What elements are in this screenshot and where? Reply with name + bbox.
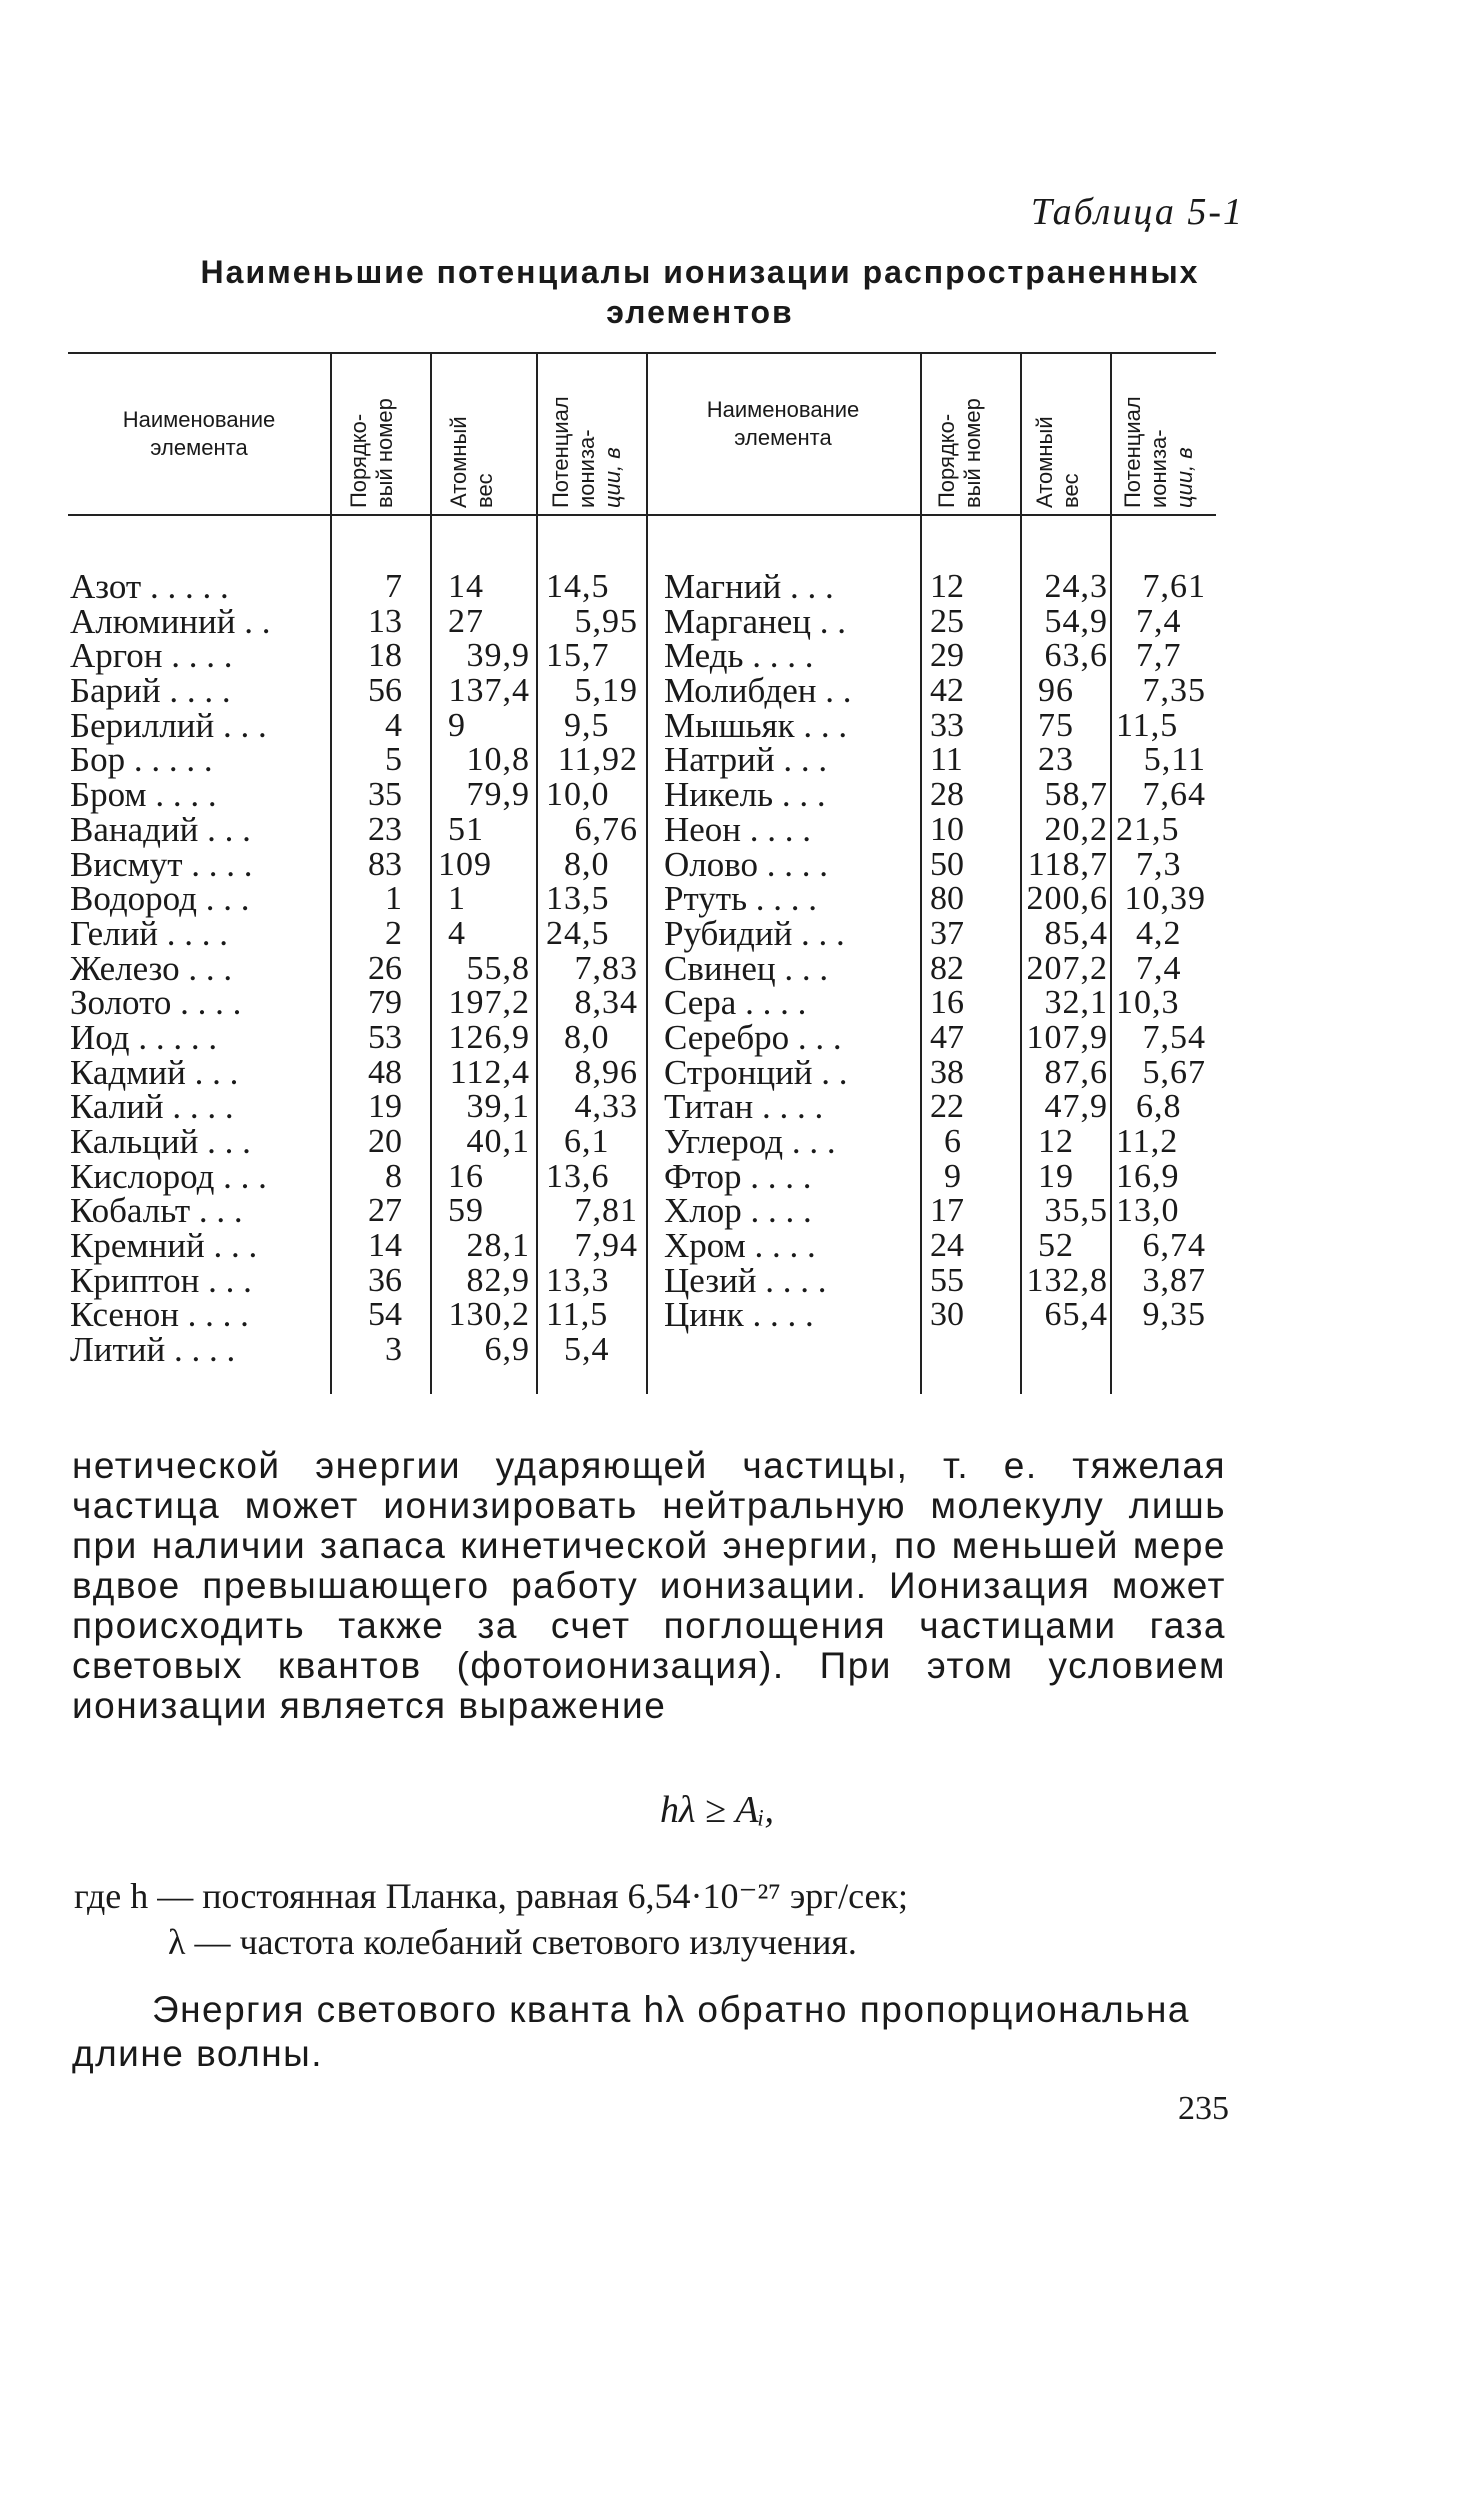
- ionization-potential: 6,74: [1142, 1227, 1206, 1265]
- col-divider: [430, 354, 432, 1394]
- atomic-number: 83: [368, 845, 402, 883]
- atomic-number: 13: [368, 602, 402, 640]
- ionization-potential: 7,3: [1136, 845, 1182, 883]
- ionization-potential: 6,76: [574, 810, 638, 848]
- body-paragraph: нетической энергии ударяющей частицы, т. е. тяжелая частица может ионизировать нейтральную молекулу лишь при наличии запаса кинетической энергии, по меньшей мере вдвое превышающего работу ионизации. Ионизация может происходить также за счет поглощения частицами газа световых квантов (фотоионизация). При этом условием ионизации является выражение: [72, 1445, 1226, 1726]
- ionization-potential: 6,1: [564, 1123, 610, 1160]
- ionization-potential: 9,35: [1142, 1296, 1206, 1334]
- atomic-weight: 32,1: [1044, 984, 1108, 1022]
- element-name: Сера . . . .: [664, 983, 807, 1023]
- atomic-number: 80: [930, 880, 964, 918]
- atomic-number: 48: [368, 1053, 402, 1091]
- atomic-number: 82: [930, 949, 964, 987]
- ionization-potential: 4,33: [574, 1088, 638, 1126]
- element-name: Свинец . . .: [664, 948, 829, 988]
- element-name: Никель . . .: [664, 775, 826, 815]
- col-divider: [920, 354, 922, 1394]
- ionization-potential: 7,35: [1142, 672, 1206, 710]
- atomic-weight: 16: [448, 1157, 484, 1195]
- element-name: Магний . . .: [664, 567, 834, 606]
- left-ionization-potentials: [540, 570, 638, 1368]
- ionization-potential: 3,87: [1142, 1261, 1206, 1299]
- atomic-number: 5: [385, 741, 402, 779]
- element-name: Бром . . . .: [70, 775, 217, 815]
- right-element-names: [664, 567, 914, 1335]
- ionization-potential: 16,9: [1116, 1157, 1180, 1195]
- right-atomic-numbers: [930, 570, 986, 1333]
- element-name: Золото . . . .: [70, 983, 242, 1023]
- ionization-potential: 8,0: [564, 1018, 610, 1056]
- atomic-number: 30: [930, 1296, 964, 1334]
- ionization-potential: 7,7: [1136, 637, 1182, 675]
- element-name: Ксенон . . . .: [70, 1295, 249, 1335]
- atomic-weight: 27: [448, 602, 484, 640]
- atomic-weight: 47,9: [1044, 1088, 1108, 1126]
- ionization-potential: 5,11: [1143, 741, 1206, 779]
- element-name: Водород . . .: [70, 879, 250, 919]
- element-name: Ртуть . . . .: [664, 879, 818, 919]
- element-name: Титан . . . .: [664, 1087, 824, 1127]
- ionization-potential: 5,95: [574, 602, 638, 640]
- atomic-weight: 58,7: [1044, 776, 1108, 814]
- atomic-number: 24: [930, 1227, 964, 1265]
- atomic-number: 42: [930, 672, 964, 710]
- ionization-potential: 7,4: [1136, 949, 1182, 987]
- ionization-potential: 6,8: [1136, 1088, 1182, 1126]
- atomic-weight: 87,6: [1044, 1053, 1108, 1091]
- atomic-weight: 24,3: [1044, 568, 1108, 605]
- atomic-weight: 40,1: [466, 1123, 530, 1160]
- atomic-weight: 79,9: [466, 776, 530, 814]
- table-title-line-1: Наименьшие потенциалы ионизации распространенных: [200, 254, 1200, 290]
- element-name: Молибден . .: [664, 671, 852, 711]
- ionization-potential: 24,5: [546, 914, 610, 952]
- ionization-potential: 8,96: [574, 1053, 638, 1091]
- element-name: Барий . . . .: [70, 671, 231, 711]
- element-name: Углерод . . .: [664, 1122, 836, 1161]
- atomic-weight: 20,2: [1044, 810, 1108, 848]
- header-atomic-weight-left: Атомный вес: [446, 416, 497, 508]
- left-atomic-numbers: [336, 570, 402, 1368]
- ionization-potential: 5,19: [574, 672, 638, 710]
- header-atomic-number-right: Порядко- вый номер: [934, 398, 985, 508]
- col-divider: [646, 354, 648, 1394]
- atomic-weight: 28,1: [466, 1227, 530, 1265]
- atomic-number: 12: [930, 568, 964, 605]
- element-name: Ванадий . . .: [70, 809, 251, 849]
- atomic-number: 56: [368, 672, 402, 710]
- ionization-potential: 7,4: [1136, 602, 1182, 640]
- element-name: Аргон . . . .: [70, 636, 233, 676]
- element-name: Алюминий . .: [70, 601, 271, 641]
- atomic-number: 29: [930, 637, 964, 675]
- atomic-weight: 200,6: [1026, 880, 1108, 918]
- header-atomic-weight-right: Атомный вес: [1032, 416, 1083, 508]
- atomic-number: 20: [368, 1123, 402, 1160]
- element-name: Фтор . . . .: [664, 1156, 812, 1196]
- element-name: Кобальт . . .: [70, 1191, 243, 1231]
- atomic-weight: 54,9: [1044, 602, 1108, 640]
- ionization-potential: 5,67: [1142, 1053, 1206, 1091]
- element-name: Кислород . . .: [70, 1156, 267, 1196]
- ionization-potential: 13,6: [546, 1157, 610, 1195]
- element-name: Кадмий . . .: [70, 1052, 239, 1092]
- atomic-weight: 75: [1038, 706, 1074, 744]
- ionization-potential: 7,81: [574, 1192, 638, 1230]
- atomic-number: 16: [930, 984, 964, 1022]
- atomic-weight: 130,2: [448, 1296, 530, 1334]
- atomic-number: 27: [368, 1192, 402, 1230]
- atomic-number: 18: [368, 637, 402, 675]
- element-name: Серебро . . .: [664, 1017, 842, 1057]
- element-name: Железо . . .: [70, 948, 233, 988]
- atomic-number: 37: [930, 914, 964, 952]
- ionization-potential: 7,61: [1142, 568, 1206, 605]
- atomic-number: 55: [930, 1261, 964, 1299]
- atomic-number: 54: [368, 1296, 402, 1334]
- ionization-potential: 4,2: [1136, 914, 1182, 952]
- atomic-number: 47: [930, 1018, 964, 1056]
- header-element-name-left: Наименование элемента: [122, 407, 276, 460]
- ionization-potential: 10,39: [1124, 880, 1206, 918]
- atomic-number: 79: [368, 984, 402, 1022]
- atomic-weight: 1: [448, 880, 466, 918]
- element-name: Бор . . . . .: [70, 740, 213, 780]
- col-divider: [330, 354, 332, 1394]
- atomic-weight: 14: [448, 568, 484, 605]
- atomic-number: 28: [930, 776, 964, 814]
- atomic-number: 35: [368, 776, 402, 814]
- ionization-potential: 15,7: [546, 637, 610, 675]
- atomic-weight: 10,8: [466, 741, 530, 779]
- ionization-potential: 11,92: [557, 741, 638, 779]
- ionization-potential: 7,94: [574, 1227, 638, 1265]
- header-ionization-potential-left: Потенциал ионизa- ции, в: [548, 396, 625, 508]
- element-name: Рубидий . . .: [664, 913, 845, 953]
- atomic-number: 10: [930, 810, 964, 848]
- atomic-weight: 63,6: [1044, 637, 1108, 675]
- ionization-potential: 11,2: [1116, 1123, 1179, 1160]
- ionization-potential: 8,34: [574, 984, 638, 1022]
- ionization-potential: 7,64: [1142, 776, 1206, 814]
- atomic-number: 14: [368, 1227, 402, 1265]
- element-name: Калий . . . .: [70, 1087, 234, 1127]
- element-name: Цинк . . . .: [664, 1295, 814, 1335]
- atomic-weight: 197,2: [448, 984, 530, 1022]
- ionization-potential: 10,0: [546, 776, 610, 814]
- atomic-number: 3: [385, 1331, 402, 1369]
- atomic-weight: 39,1: [466, 1088, 530, 1126]
- atomic-weight: 107,9: [1026, 1018, 1108, 1056]
- atomic-number: 4: [385, 706, 402, 744]
- atomic-weight: 19: [1038, 1157, 1074, 1195]
- atomic-number: 25: [930, 602, 964, 640]
- ionization-potential: 13,3: [546, 1261, 610, 1299]
- element-name: Неон . . . .: [664, 809, 812, 849]
- element-name: Гелий . . . .: [70, 913, 229, 953]
- col-divider: [1110, 354, 1112, 1394]
- atomic-weight: 12: [1038, 1123, 1074, 1160]
- element-name: Висмут . . . .: [70, 844, 253, 884]
- atomic-weight: 65,4: [1044, 1296, 1108, 1334]
- element-name: Литий . . . .: [70, 1330, 236, 1370]
- atomic-number: 11: [930, 741, 963, 779]
- atomic-number: 2: [385, 914, 402, 952]
- element-name: Кальций . . .: [70, 1122, 251, 1161]
- atomic-weight: 55,8: [466, 949, 530, 987]
- element-name: Олово . . . .: [664, 844, 829, 884]
- atomic-weight: 96: [1038, 672, 1074, 710]
- atomic-weight: 109: [438, 845, 492, 883]
- atomic-number: 7: [385, 568, 402, 605]
- table-title: [160, 252, 1240, 332]
- atomic-weight: 126,9: [448, 1018, 530, 1056]
- atomic-weight: 51: [448, 810, 484, 848]
- atomic-number: 9: [944, 1157, 961, 1195]
- atomic-number: 26: [368, 949, 402, 987]
- element-name: Мышьяк . . .: [664, 705, 848, 745]
- atomic-weight: 207,2: [1026, 949, 1108, 987]
- ionization-potential: 14,5: [546, 568, 610, 605]
- element-name: Натрий . . .: [664, 740, 828, 780]
- page-number: 235: [1178, 2090, 1229, 2127]
- ionization-potential: 10,3: [1116, 984, 1180, 1022]
- atomic-number: 17: [930, 1192, 964, 1230]
- atomic-number: 6: [944, 1123, 961, 1160]
- element-name: Криптон . . .: [70, 1260, 252, 1300]
- ionization-potential: 9,5: [564, 706, 610, 744]
- ionization-potential: 7,83: [574, 949, 638, 987]
- element-name: Азот . . . . .: [70, 567, 229, 606]
- atomic-number: 53: [368, 1018, 402, 1056]
- element-name: Хлор . . . .: [664, 1191, 812, 1231]
- atomic-number: 38: [930, 1053, 964, 1091]
- left-atomic-weights: [434, 570, 530, 1368]
- atomic-weight: 9: [448, 706, 466, 744]
- header-element-name-right: Наименование элемента: [706, 397, 860, 450]
- table-top-rule: [68, 352, 1216, 354]
- atomic-weight: 137,4: [448, 672, 530, 710]
- atomic-weight: 6,9: [484, 1331, 530, 1369]
- ionization-potential: 7,54: [1142, 1018, 1206, 1056]
- element-name: Бериллий . . .: [70, 705, 267, 745]
- atomic-number: 23: [368, 810, 402, 848]
- left-element-names: [70, 567, 326, 1370]
- right-ionization-potentials: [1114, 570, 1206, 1333]
- ionization-potential: 21,5: [1116, 810, 1180, 848]
- definition-planck-constant: где h — постоянная Планка, равная 6,54·10⁻²⁷ эрг/сек;: [74, 1876, 908, 1916]
- atomic-number: 33: [930, 706, 964, 744]
- element-name: Хром . . . .: [664, 1226, 816, 1266]
- definition-frequency: λ — частота колебаний светового излучения.: [168, 1922, 857, 1962]
- ionization-potential: 13,5: [546, 880, 610, 918]
- ionization-potential: 5,4: [564, 1331, 610, 1369]
- element-name: Цезий . . . .: [664, 1260, 827, 1300]
- col-divider: [536, 354, 538, 1394]
- atomic-number: 19: [368, 1088, 402, 1126]
- atomic-weight: 85,4: [1044, 914, 1108, 952]
- final-paragraph: Энергия светового кванта hλ обратно пропорциональна длине волны.: [72, 1989, 1190, 2074]
- atomic-number: 50: [930, 845, 964, 883]
- right-atomic-weights: [1024, 570, 1108, 1333]
- atomic-weight: 132,8: [1026, 1261, 1108, 1299]
- atomic-weight: 35,5: [1044, 1192, 1108, 1230]
- element-name: Иод . . . . .: [70, 1017, 218, 1057]
- atomic-number: 8: [385, 1157, 402, 1195]
- atomic-number: 1: [385, 880, 402, 918]
- atomic-weight: 59: [448, 1192, 484, 1230]
- element-name: Марганец . .: [664, 601, 847, 641]
- atomic-weight: 52: [1038, 1227, 1074, 1265]
- ionization-condition-formula: hλ ≥ Aᵢ,: [660, 1789, 775, 1831]
- atomic-weight: 39,9: [466, 637, 530, 675]
- table-label: Таблица 5-1: [1030, 191, 1244, 233]
- ionization-potential: 8,0: [564, 845, 610, 883]
- atomic-weight: 82,9: [466, 1261, 530, 1299]
- atomic-weight: 4: [448, 914, 466, 952]
- atomic-weight: 112,4: [449, 1053, 530, 1091]
- header-ionization-potential-right: Потенциал ионизa- ции, в: [1120, 396, 1197, 508]
- element-name: Стронций . .: [664, 1052, 848, 1092]
- table-title-line-2: элементов: [606, 294, 794, 330]
- atomic-number: 36: [368, 1261, 402, 1299]
- atomic-weight: 118,7: [1027, 845, 1108, 883]
- col-divider: [1020, 354, 1022, 1394]
- element-name: Кремний . . .: [70, 1226, 258, 1266]
- atomic-weight: 23: [1038, 741, 1074, 779]
- header-atomic-number-left: Порядко- вый номер: [346, 398, 397, 508]
- element-name: Медь . . . .: [664, 636, 814, 676]
- atomic-number: 22: [930, 1088, 964, 1126]
- ionization-potential: 11,5: [1116, 706, 1179, 744]
- ionization-potential: 13,0: [1116, 1192, 1180, 1230]
- ionization-table: [68, 352, 1216, 1400]
- ionization-potential: 11,5: [546, 1296, 609, 1334]
- table-header-rule: [68, 514, 1216, 516]
